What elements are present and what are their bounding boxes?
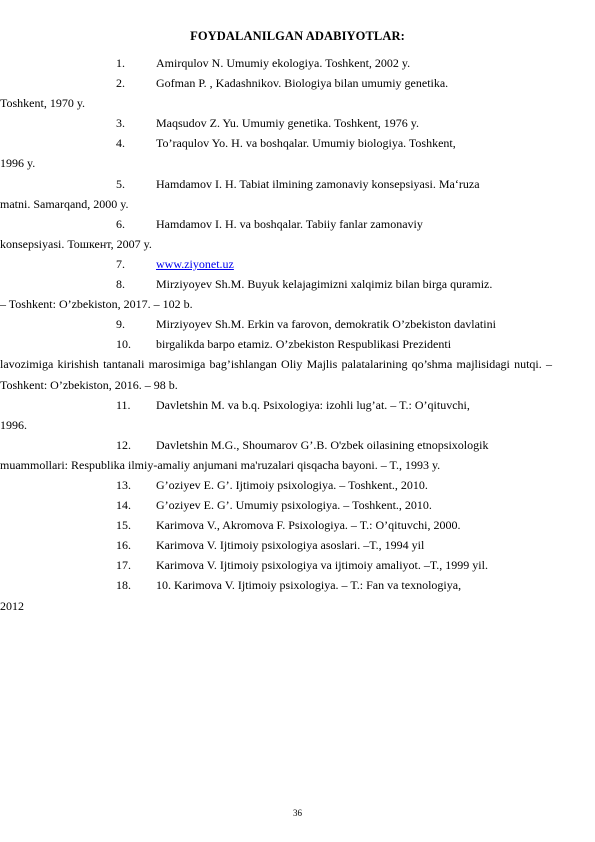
reference-list: [0, 53, 552, 616]
reference-number: 5.: [116, 176, 125, 191]
reference-item: [0, 133, 552, 173]
reference-text: Davletshin M.G., Shoumarov G’.B. O'zbek oilasining etnopsixologik: [156, 437, 489, 452]
page-number: 36: [293, 808, 302, 818]
reference-text: G’oziyev E. G’. Ijtimoiy psixologiya. – Toshkent., 2010.: [156, 477, 428, 492]
reference-number: 4.: [116, 136, 125, 151]
reference-number: 17.: [116, 558, 131, 573]
reference-item: [116, 515, 552, 535]
reference-text: Hamdamov I. H. Tabiat ilmining zamonaviy konsepsiyasi. Ma‘ruza: [156, 176, 480, 191]
reference-text: Karimova V., Akromova F. Psixologiya. – T.: O’qituvchi, 2000.: [156, 518, 461, 533]
reference-item[interactable]: [116, 254, 552, 274]
reference-number: 6.: [116, 216, 125, 231]
reference-item: [116, 555, 552, 575]
reference-link[interactable]: www.ziyonet.uz: [156, 256, 234, 271]
reference-number: 14.: [116, 498, 131, 513]
reference-item: [0, 274, 552, 314]
reference-number: 16.: [116, 538, 131, 553]
reference-text: Mirziyoyev Sh.M. Erkin va farovon, demokratik O’zbekiston davlatini: [156, 317, 496, 332]
reference-item: [0, 174, 552, 214]
reference-number: 15.: [116, 518, 131, 533]
reference-text: Karimova V. Ijtimoiy psixologiya va ijtimoiy amaliyot. –T., 1999 yil.: [156, 558, 488, 573]
reference-continuation: konsepsiyasi. Тошкент, 2007 y.: [0, 236, 152, 251]
reference-continuation: muammollari: Respublika ilmiy-amaliy anjumani ma'ruzalari qisqacha bayoni. – T., 1993 y.: [0, 457, 441, 472]
reference-continuation: 1996 y.: [0, 156, 36, 171]
reference-item: [116, 475, 552, 495]
reference-text: birgalikda barpo etamiz. O’zbekiston Respublikasi Prezidenti: [156, 337, 452, 352]
reference-text: Gofman P. , Kadashnikov. Biologiya bilan umumiy genetika.: [156, 76, 449, 91]
reference-text: Karimova V. Ijtimoiy psixologiya asoslari. –T., 1994 yil: [156, 538, 425, 553]
reference-continuation: 1996.: [0, 417, 27, 432]
reference-text: Davletshin M. va b.q. Psixologiya: izohli lug’at. – T.: O’qituvchi,: [156, 397, 470, 412]
reference-continuation: matni. Samarqand, 2000 y.: [0, 196, 129, 211]
reference-number: 11.: [116, 397, 131, 412]
reference-continuation: Toshkent, 1970 y.: [0, 96, 86, 111]
reference-item: [116, 53, 552, 73]
reference-number: 13.: [116, 477, 131, 492]
reference-number: 12.: [116, 437, 131, 452]
reference-number: 1.: [116, 56, 125, 70]
reference-item: [0, 214, 552, 254]
reference-item: [0, 575, 552, 615]
reference-number: 8.: [116, 277, 125, 292]
reference-text: Hamdamov I. H. va boshqalar. Tabiiy fanlar zamonaviy: [156, 216, 423, 231]
reference-text: 10. Karimova V. Ijtimoiy psixologiya. – T.: Fan va texnologiya,: [156, 578, 462, 593]
reference-text: To’raqulov Yo. H. va boshqalar. Umumiy biologiya. Toshkent,: [156, 136, 456, 151]
reference-number: 3.: [116, 116, 125, 131]
reference-continuation: – Toshkent: O’zbekiston, 2017. – 102 b.: [0, 297, 193, 312]
reference-item: [116, 113, 552, 133]
reference-item: [116, 495, 552, 515]
reference-text: G’oziyev E. G’. Umumiy psixologiya. – Toshkent., 2010.: [156, 498, 432, 513]
reference-text: Amirqulov N. Umumiy ekologiya. Toshkent, 2002 y.: [156, 56, 411, 70]
reference-number: 2.: [116, 76, 125, 91]
reference-number: 9.: [116, 317, 125, 332]
reference-number: 18.: [116, 578, 131, 593]
reference-item: [116, 535, 552, 555]
reference-item: [0, 395, 552, 435]
reference-continuation: 2012: [0, 598, 24, 613]
reference-item: [0, 334, 552, 394]
reference-item: [0, 435, 552, 475]
reference-item: [116, 314, 552, 334]
reference-number: 7.: [116, 256, 125, 271]
reference-item: [0, 73, 552, 113]
reference-continuation: lavozimiga kirishish tantanali marosimiga bag’ishlangan Oliy Majlis palatalarining qo’shma majlisidagi nutqi. – Toshkent: O’zbekiston, 2016. – 98 b.: [0, 357, 552, 392]
reference-text: Maqsudov Z. Yu. Umumiy genetika. Toshkent, 1976 y.: [156, 116, 420, 131]
reference-text: Mirziyoyev Sh.M. Buyuk kelajagimizni xalqimiz bilan birga quramiz.: [156, 277, 493, 292]
reference-number: 10.: [116, 337, 131, 352]
page-title: FOYDALANILGAN ADABIYOTLAR:: [190, 29, 405, 43]
